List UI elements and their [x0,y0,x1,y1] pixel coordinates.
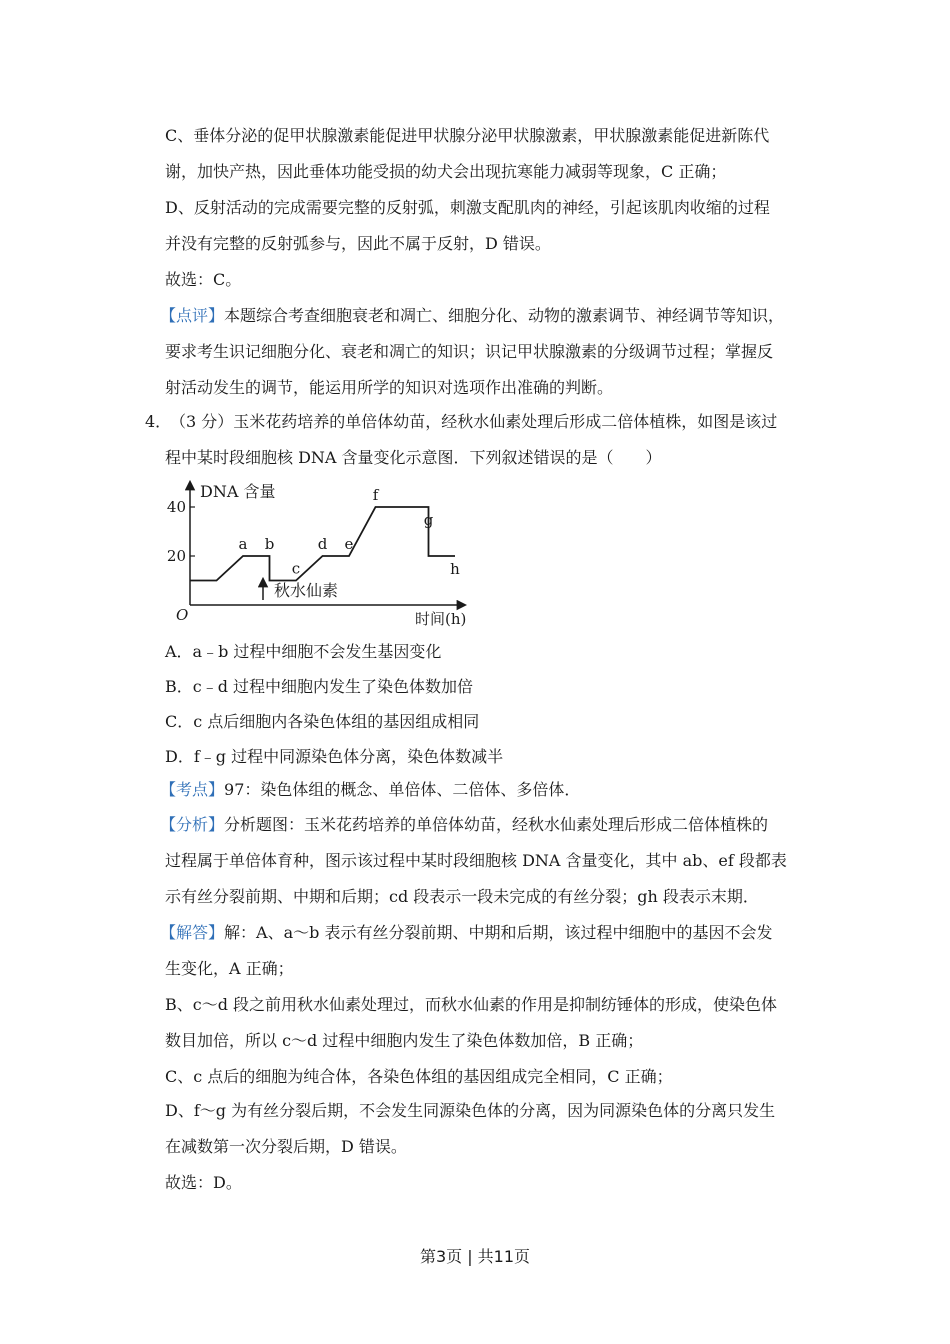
review-line1 [160,306,784,326]
y-axis-label: DNA 含量 [200,482,276,501]
jieda-line1 [160,923,772,943]
option-d: D．f﹣g 过程中同源染色体分离，染色体数减半 [165,747,504,766]
review-line2: 要求考生识记细胞分化、衰老和凋亡的知识；识记甲状腺激素的分级调节过程；掌握反 [165,342,774,361]
jieda-text: 解：A、a～b 表示有丝分裂前期、中期和后期，该过程中细胞中的基因不会发 [224,923,773,942]
option-b: B．c﹣d 过程中细胞内发生了染色体数加倍 [165,677,474,696]
jieda-tag: 【解答】 [160,923,225,942]
jieda-line2: 生变化，A 正确； [165,959,294,978]
fenxi-tag: 【分析】 [160,815,225,834]
review-tag: 【点评】 [160,306,225,325]
fenxi-line2: 过程属于单倍体育种，图示该过程中某时段细胞核 DNA 含量变化，其中 ab、ef 段都表 [165,851,787,870]
option-c: C．c 点后细胞内各染色体组的基因组成相同 [165,712,480,731]
question-number: 4． [145,412,172,431]
answer-choice: 故选：C。 [165,270,242,289]
question-stem-line2: 程中某时段细胞核 DNA 含量变化示意图．下列叙述错误的是（ ） [165,448,662,467]
jieda-b-line2: 数目加倍，所以 c～d 过程中细胞内发生了染色体数加倍，B 正确； [165,1031,644,1050]
point-label-d: d [317,535,328,553]
fenxi-text: 分析题图：玉米花药培养的单倍体幼苗，经秋水仙素处理后形成二倍体植株的 [224,815,769,834]
fenxi-line1 [160,815,768,835]
review-text: 本题综合考查细胞衰老和凋亡、细胞分化、动物的激素调节、神经调节等知识， [224,306,785,325]
explanation-d-line2: 并没有完整的反射弧参与，因此不属于反射，D 错误。 [165,234,551,253]
explanation-c-line2: 谢，加快产热，因此垂体功能受损的幼犬会出现抗寒能力减弱等现象，C 正确； [165,162,727,181]
point-label-g: g [423,511,434,529]
jieda-c-line: C、c 点后的细胞为纯合体，各染色体组的基因组成完全相同，C 正确； [165,1067,673,1086]
point-label-e: e [344,535,354,553]
point-label-f: f [372,486,379,504]
fenxi-line3: 示有丝分裂前期、中期和后期；cd 段表示一段未完成的有丝分裂；gh 段表示末期． [165,887,759,906]
point-label-a: a [238,535,248,553]
final-choice: 故选：D。 [165,1173,242,1192]
review-line3: 射活动发生的调节，能运用所学的知识对选项作出准确的判断。 [165,378,614,397]
y-tick-label: 40 [166,498,186,516]
point-label-b: b [264,535,275,553]
jieda-b-line1: B、c～d 段之前用秋水仙素处理过，而秋水仙素的作用是抑制纺锤体的形成，使染色体 [165,995,778,1014]
option-a: A．a﹣b 过程中细胞不会发生基因变化 [165,642,442,661]
origin-label: O [176,606,189,624]
jieda-d-line2: 在减数第一次分裂后期，D 错误。 [165,1137,407,1156]
x-axis-label: 时间(h) [415,610,467,628]
point-label-c: c [291,559,301,578]
y-tick-label: 20 [166,547,186,565]
explanation-d-line1: D、反射活动的完成需要完整的反射弧，刺激支配肌肉的神经，引起该肌肉收缩的过程 [165,198,770,217]
point-label-h: h [450,560,460,578]
dna-content-graph [160,478,480,630]
question-stem-line1: （3 分）玉米花药培养的单倍体幼苗，经秋水仙素处理后形成二倍体植株，如图是该过 [170,412,778,431]
page-footer: 第3页 | 共11页 [419,1247,531,1266]
explanation-c-line1: C、垂体分泌的促甲状腺激素能促进甲状腺分泌甲状腺激素，甲状腺激素能促进新陈代 [165,126,770,145]
jieda-d-line1: D、f～g 为有丝分裂后期，不会发生同源染色体的分离，因为同源染色体的分离只发生 [165,1101,776,1120]
kaodian-tag: 【考点】 [160,780,225,799]
kaodian-line [160,780,580,800]
kaodian-text: 97：染色体组的概念、单倍体、二倍体、多倍体． [224,780,581,799]
colchicine-annotation: 秋水仙素 [274,581,339,600]
